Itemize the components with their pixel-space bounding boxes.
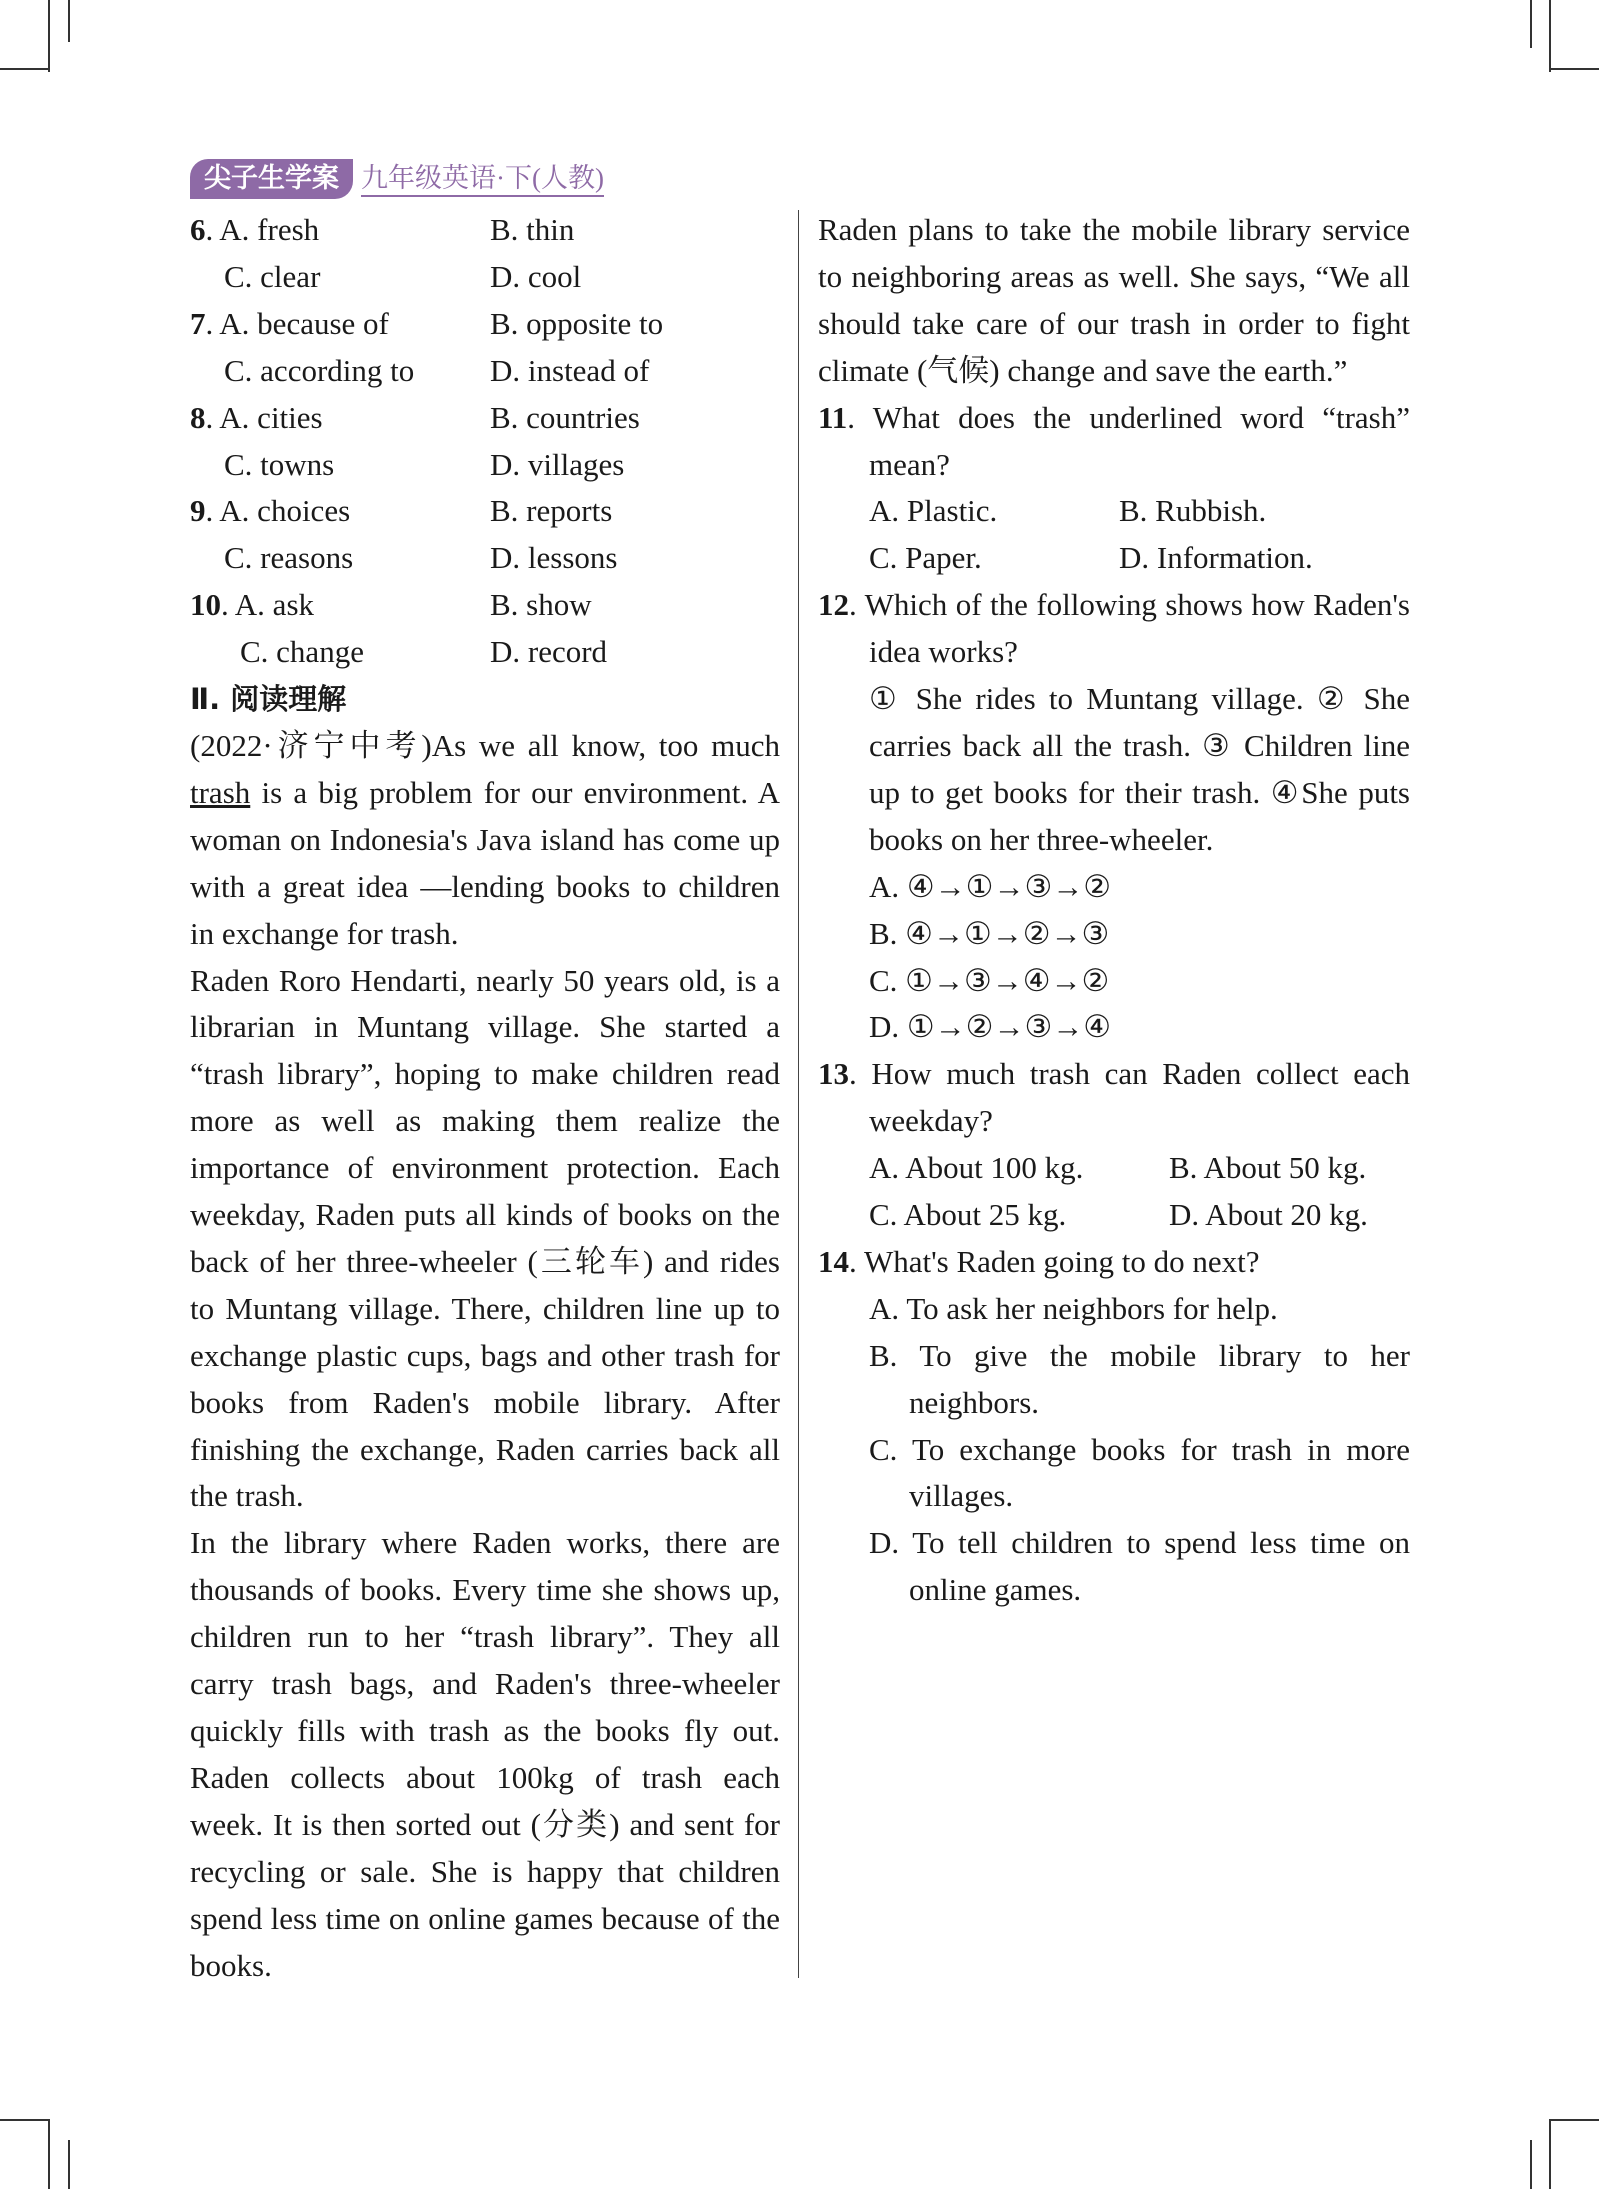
option-c: C. About 25 kg.: [869, 1197, 1067, 1233]
section-title: Ⅱ. 阅读理解: [190, 682, 347, 717]
question-12: 12. Which of the following shows how Raden's idea works? ① She rides to Muntang village. ② She carries back all the trash. ③ Children line up to get books for their trash. ④She puts books on her three-wheeler. A. ④→①→③→② B. ④→①→②→③ C. ①→③→④→② D. ①→②→③→④: [818, 582, 1410, 1051]
question-11: 11. What does the underlined word “trash” mean? A. Plastic. B. Rubbish. C. Paper. D. Information.: [818, 395, 1410, 583]
option-c: C. ①→③→④→②: [869, 962, 1110, 998]
question-number: 13: [818, 1056, 849, 1092]
page-header: [190, 159, 604, 199]
passage-paragraph-3: In the library where Raden works, there are thousands of books. Every time she shows up, children run to her “trash library”. They all carry trash bags, and Raden's three-wheeler quickly fills with trash as the books fly out. Raden collects about 100kg of trash each week. It is then sorted out (分类) and sent for recycling or sale. She is happy that children spend less time on online games because of the books.: [190, 1525, 780, 1983]
question-steps: ① She rides to Muntang village. ② She carries back all the trash. ③ Children line up to get books for their trash. ④She puts books on her three-wheeler.: [869, 681, 1410, 857]
option-c: C. according to: [224, 352, 415, 388]
passage-paragraph-4: Raden plans to take the mobile library service to neighboring areas as well. She says, “We all should take care of our trash in order to fight climate (气候) change and save the earth.”: [818, 212, 1410, 388]
question-number: 10: [190, 587, 221, 623]
option-c: C. change: [240, 634, 364, 670]
option-a: A. choices: [219, 493, 351, 529]
question-number: 9: [190, 493, 206, 529]
option-b: B. show: [490, 587, 592, 623]
option-c: C. reasons: [224, 540, 354, 576]
question-14: 14. What's Raden going to do next? A. To ask her neighbors for help. B. To give the mobile library to her neighbors. C. To exchange books for trash in more villages. D. To tell children to spend less time on online games.: [818, 1239, 1410, 1614]
option-d: D. record: [490, 634, 608, 670]
book-subtitle: 九年级英语·下(人教): [361, 161, 604, 197]
crop-mark: [0, 2119, 50, 2121]
option-b: B. opposite to: [490, 305, 664, 341]
question-number: 11: [818, 399, 848, 435]
passage-text: As we all know, too much: [431, 727, 780, 763]
option-c: C. clear: [224, 258, 321, 294]
right-column: [818, 207, 1410, 1614]
crop-mark: [48, 0, 50, 72]
left-column: [190, 207, 780, 1989]
crop-mark: [1530, 2140, 1532, 2189]
crop-mark: [0, 68, 50, 70]
underlined-word: trash: [190, 774, 251, 810]
option-a: A. Plastic.: [869, 493, 998, 529]
crop-mark: [1549, 2119, 1599, 2121]
option-d: D. instead of: [490, 352, 650, 388]
option-a: A. To ask her neighbors for help.: [869, 1290, 1278, 1326]
question-13: 13. How much trash can Raden collect each weekday? A. About 100 kg. B. About 50 kg. C. About 25 kg. D. About 20 kg.: [818, 1051, 1410, 1239]
option-a: A. because of: [219, 305, 389, 341]
question-text: Which of the following shows how Raden's idea works?: [864, 587, 1410, 670]
column-divider: [798, 210, 799, 1978]
cloze-item-6: 6. A. fresh B. thin C. clear D. cool: [190, 207, 780, 301]
option-d: D. villages: [490, 446, 625, 482]
option-a: A. ④→①→③→②: [869, 868, 1112, 904]
option-a: A. cities: [219, 399, 323, 435]
option-a: A. ask: [234, 587, 315, 623]
cloze-item-7: 7. A. because of B. opposite to C. according to D. instead of: [190, 301, 780, 395]
option-a: A. About 100 kg.: [869, 1150, 1084, 1186]
passage-source: (2022·济宁中考): [190, 727, 432, 763]
question-number: 14: [818, 1243, 849, 1279]
option-b: B. Rubbish.: [1119, 493, 1267, 529]
question-text: How much trash can Raden collect each weekday?: [869, 1056, 1411, 1139]
option-b: B. About 50 kg.: [1169, 1150, 1367, 1186]
option-c: C. To exchange books for trash in more villages.: [869, 1431, 1410, 1514]
option-c: C. Paper.: [869, 540, 982, 576]
option-c: C. towns: [224, 446, 335, 482]
option-b: B. countries: [490, 399, 640, 435]
question-number: 12: [818, 587, 849, 623]
brand-badge: 尖子生学案: [190, 159, 353, 199]
question-number: 6: [190, 212, 206, 247]
option-d: D. To tell children to spend less time on online games.: [869, 1525, 1410, 1608]
passage-text: is a big problem for our environment. A woman on Indonesia's Java island has come up with a great idea —lending books to children in exchange for trash.: [190, 774, 781, 951]
cloze-item-8: 8. A. cities B. countries C. towns D. villages: [190, 395, 780, 489]
crop-mark: [68, 0, 70, 42]
option-b: B. reports: [490, 493, 613, 529]
question-text: What does the underlined word “trash” mean?: [869, 399, 1410, 482]
option-d: D. About 20 kg.: [1169, 1197, 1368, 1233]
question-number: 7: [190, 305, 206, 341]
passage-paragraph-2: Raden Roro Hendarti, nearly 50 years old, is a librarian in Muntang village. She started a “trash library”, hoping to make children read more as well as making them realize the importance of environment protection. Each weekday, Raden puts all kinds of books on the back of her three-wheeler (三轮车) and rides to Muntang village. There, children line up to exchange plastic cups, bags and other trash for books from Raden's mobile library. After finishing the exchange, Raden carries back all the trash.: [190, 962, 780, 1514]
option-b: B. ④→①→②→③: [869, 915, 1110, 951]
crop-mark: [1549, 68, 1599, 70]
crop-mark: [1549, 2120, 1551, 2189]
option-d: D. ①→②→③→④: [869, 1009, 1112, 1045]
crop-mark: [1549, 0, 1551, 72]
option-b: B. To give the mobile library to her neighbors.: [869, 1337, 1410, 1420]
question-number: 8: [190, 399, 206, 435]
passage-paragraph-1: [190, 723, 780, 958]
option-a: A. fresh: [219, 212, 320, 247]
question-text: What's Raden going to do next?: [863, 1243, 1260, 1279]
cloze-item-9: 9. A. choices B. reports C. reasons D. lessons: [190, 488, 780, 582]
option-d: D. cool: [490, 258, 582, 294]
crop-mark: [48, 2120, 50, 2189]
option-d: D. lessons: [490, 540, 618, 576]
crop-mark: [1530, 0, 1532, 48]
option-b: B. thin: [490, 212, 575, 247]
cloze-item-10: 10. A. ask B. show C. change D. record: [190, 582, 780, 676]
crop-mark: [68, 2140, 70, 2189]
option-d: D. Information.: [1119, 540, 1313, 576]
